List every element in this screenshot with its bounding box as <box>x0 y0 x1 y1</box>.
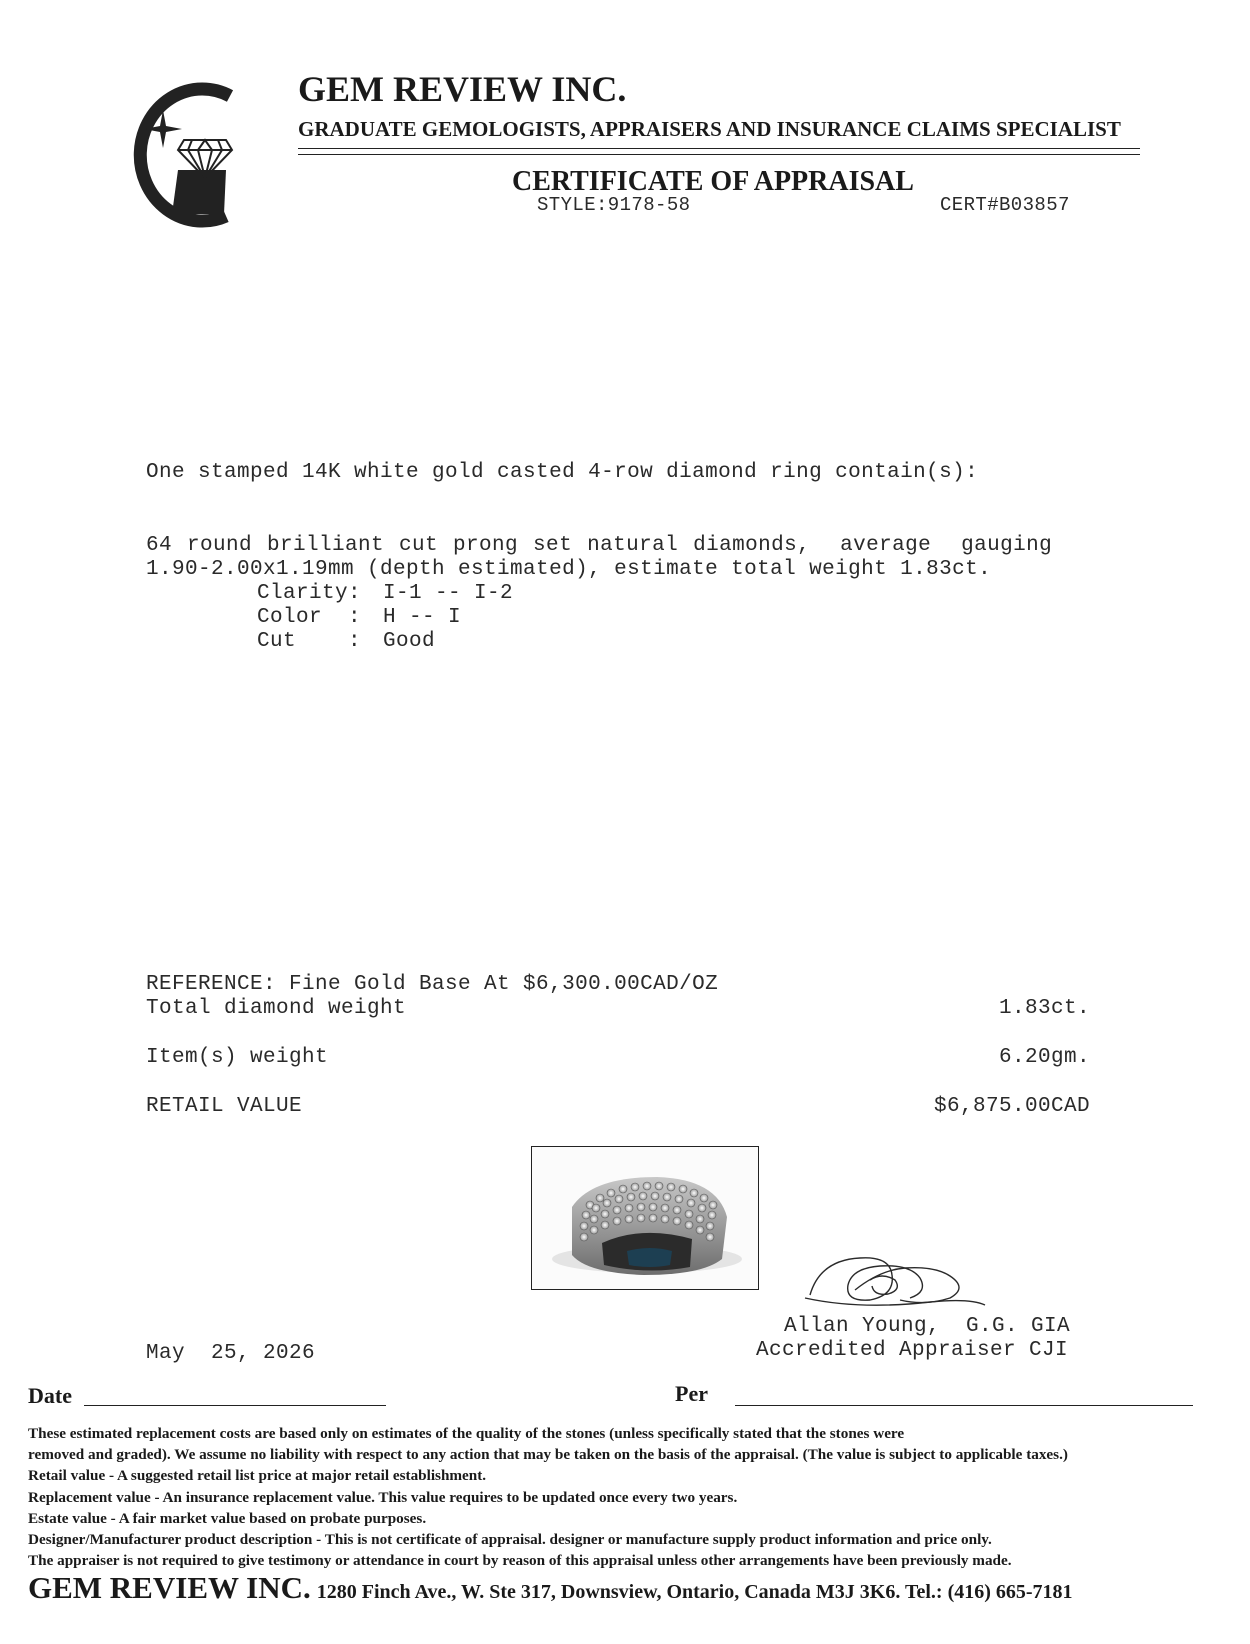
appraiser-title: Accredited Appraiser CJI <box>756 1339 1069 1362</box>
disclaimer-line: Replacement value - An insurance replacement value. This value requires to be updated once every two years. <box>28 1488 738 1506</box>
company-name: GEM REVIEW INC. <box>298 69 627 109</box>
appraisal-date: May 25, 2026 <box>146 1342 316 1365</box>
color-row <box>257 606 461 629</box>
item-weight-value: 6.20gm. <box>998 1046 1090 1069</box>
diamond-ring-photo <box>531 1146 759 1290</box>
certificate-number: CERT#B03857 <box>940 194 1070 216</box>
clarity-value: I-1 -- I-2 <box>383 582 514 605</box>
date-label: Date <box>28 1383 72 1408</box>
per-label: Per <box>675 1381 708 1406</box>
clarity-label: Clarity: <box>257 582 362 605</box>
disclaimer-line: These estimated replacement costs are based only on estimates of the quality of the stones (unless specifically stated that the stones were <box>28 1425 905 1442</box>
cut-row <box>257 630 435 653</box>
header-rule <box>298 154 1140 155</box>
stones-description-line1: 64 round brilliant cut prong set natural diamonds, average gauging <box>146 534 1053 557</box>
item-weight-label: Item(s) weight <box>146 1046 329 1069</box>
retail-value-label: RETAIL VALUE <box>146 1095 303 1118</box>
stones-description-line2: 1.90-2.00x1.19mm (depth estimated), estimate total weight 1.83ct. <box>146 558 992 581</box>
cut-label: Cut : <box>257 630 362 653</box>
disclaimer-line: The appraiser is not required to give testimony or attendance in court by reason of this appraisal unless other arrangements have been previously made. <box>28 1552 1012 1570</box>
gem-review-logo-icon <box>108 78 243 228</box>
item-description: One stamped 14K white gold casted 4-row diamond ring contain(s): <box>146 461 979 484</box>
company-tagline: GRADUATE GEMOLOGISTS, APPRAISERS AND INSURANCE CLAIMS SPECIALIST <box>298 117 1121 141</box>
style-number: STYLE:9178-58 <box>537 194 691 216</box>
disclaimer-line: Designer/Manufacturer product description - This is not certificate of appraisal. designer or manufacture supply product information and price only. <box>28 1531 992 1549</box>
certificate-title: CERTIFICATE OF APPRAISAL <box>512 166 914 197</box>
gold-reference: REFERENCE: Fine Gold Base At $6,300.00CAD/OZ <box>146 973 719 996</box>
disclaimer <box>28 1423 1243 1571</box>
header-rule <box>298 148 1140 149</box>
color-value: H -- I <box>383 606 462 629</box>
footer-company: GEM REVIEW INC. <box>28 1570 311 1605</box>
per-field[interactable] <box>735 1405 1193 1406</box>
color-label: Color : <box>257 606 362 629</box>
footer-address: 1280 Finch Ave., W. Ste 317, Downsview, Ontario, Canada M3J 3K6. Tel.: (416) 665-7181 <box>316 1581 1073 1603</box>
retail-value-row <box>146 1095 1090 1118</box>
total-diamond-weight-label: Total diamond weight <box>146 997 407 1020</box>
appraiser-name: Allan Young, G.G. GIA <box>784 1315 1071 1338</box>
disclaimer-line: removed and graded). We assume no liability with respect to any action that may be taken on the basis of the appraisal. (The value is subject to applicable taxes.) <box>28 1446 1068 1464</box>
item-weight-row <box>146 1046 1090 1069</box>
total-diamond-weight-row <box>146 997 1090 1020</box>
date-field[interactable] <box>84 1405 386 1406</box>
appraiser-signature <box>800 1240 990 1320</box>
retail-value-amount: $6,875.00CAD <box>933 1095 1090 1118</box>
total-diamond-weight-value: 1.83ct. <box>998 997 1090 1020</box>
disclaimer-line: Retail value - A suggested retail list price at major retail establishment. <box>28 1467 487 1485</box>
footer <box>28 1570 1073 1606</box>
disclaimer-line: Estate value - A fair market value based on probate purposes. <box>28 1509 427 1527</box>
clarity-row <box>257 582 513 605</box>
cut-value: Good <box>383 630 436 653</box>
